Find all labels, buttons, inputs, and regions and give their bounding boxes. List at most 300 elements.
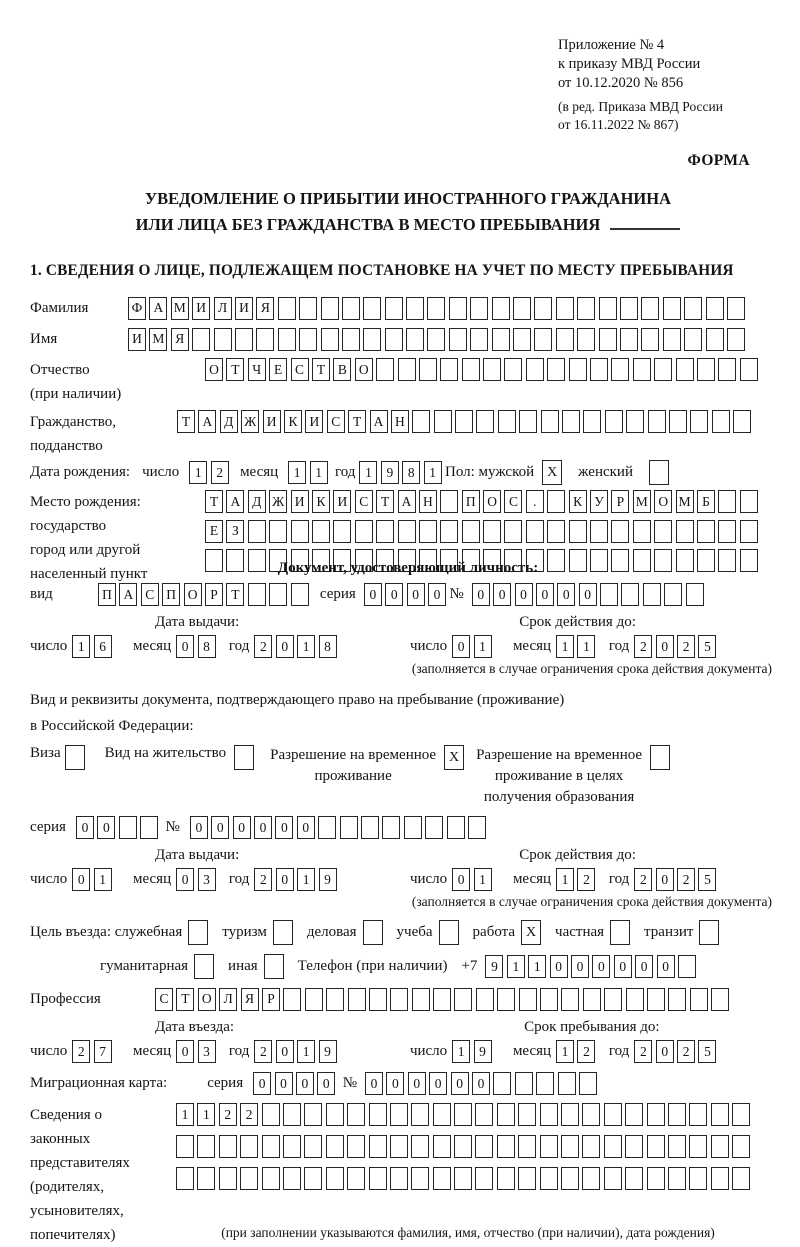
forma-label: ФОРМА xyxy=(687,152,750,169)
patronymic-label-line1: Отчество xyxy=(30,362,90,378)
citizenship-label xyxy=(30,410,177,458)
char-cell xyxy=(669,410,687,433)
char-cell xyxy=(534,297,552,320)
char-cell xyxy=(513,328,531,351)
char-cell xyxy=(697,549,715,572)
char-cell xyxy=(492,328,510,351)
doc-number-label: № xyxy=(449,586,464,602)
char-cell xyxy=(562,410,580,433)
char-cell xyxy=(633,358,651,381)
mig-number-cells xyxy=(365,1072,600,1095)
char-cell xyxy=(269,583,287,606)
char-cell xyxy=(304,1167,322,1190)
char-cell: К xyxy=(312,490,330,513)
char-cell: 9 xyxy=(319,1040,337,1063)
char-cell xyxy=(676,549,694,572)
char-cell xyxy=(390,1103,408,1126)
char-cell: 0 xyxy=(190,816,208,839)
char-cell xyxy=(497,988,515,1011)
char-cell: 0 xyxy=(385,583,403,606)
annex-line: Приложение № 4 xyxy=(558,37,665,53)
char-cell: 1 xyxy=(556,1040,574,1063)
char-cell xyxy=(647,1135,665,1158)
char-cell: 0 xyxy=(452,868,470,891)
char-cell: Д xyxy=(220,410,238,433)
char-cell xyxy=(385,328,403,351)
char-cell: А xyxy=(398,490,416,513)
char-cell xyxy=(556,297,574,320)
char-cell xyxy=(347,1135,365,1158)
char-cell xyxy=(654,358,672,381)
permit-series-label: серия xyxy=(30,819,66,835)
char-cell: Н xyxy=(391,410,409,433)
doc-issue-date-label: Дата выдачи: xyxy=(155,614,240,630)
char-cell: 0 xyxy=(550,955,568,978)
char-cell: 1 xyxy=(507,955,525,978)
purpose-other-checkbox xyxy=(264,954,284,979)
char-cell xyxy=(269,520,287,543)
char-cell xyxy=(419,358,437,381)
char-cell xyxy=(348,988,366,1011)
residence-permit-checkbox xyxy=(234,745,254,770)
char-cell: М xyxy=(171,297,189,320)
char-cell xyxy=(483,520,501,543)
char-cell xyxy=(582,1103,600,1126)
char-cell: М xyxy=(676,490,694,513)
char-cell xyxy=(433,988,451,1011)
char-cell: У xyxy=(590,490,608,513)
birth-place-label-line1: Место рождения: xyxy=(30,494,141,510)
char-cell: 8 xyxy=(198,635,216,658)
char-cell: 2 xyxy=(577,868,595,891)
purpose-other-label: иная xyxy=(228,958,258,974)
char-cell: 0 xyxy=(233,816,251,839)
representatives-label-line1: Сведения о xyxy=(30,1107,102,1123)
char-cell: 1 xyxy=(359,461,377,484)
char-cell: 1 xyxy=(297,868,315,891)
char-cell: В xyxy=(333,358,351,381)
char-cell: О xyxy=(355,358,373,381)
char-cell xyxy=(648,410,666,433)
char-cell xyxy=(526,520,544,543)
char-cell xyxy=(321,328,339,351)
char-cell xyxy=(197,1135,215,1158)
char-cell: 9 xyxy=(381,461,399,484)
birth-place-label xyxy=(30,490,205,586)
char-cell xyxy=(140,816,158,839)
char-cell xyxy=(513,297,531,320)
char-cell xyxy=(663,328,681,351)
char-cell xyxy=(654,549,672,572)
representatives-cells-row2 xyxy=(176,1135,754,1158)
permit-issue-month-cells xyxy=(176,868,219,891)
representatives-label-line6: попечителях) xyxy=(30,1227,116,1243)
char-cell xyxy=(711,1167,729,1190)
char-cell xyxy=(262,1135,280,1158)
phone-label: Телефон (при наличии) xyxy=(297,958,448,974)
char-cell: 0 xyxy=(571,955,589,978)
char-cell: 1 xyxy=(577,635,595,658)
char-cell xyxy=(454,988,472,1011)
purpose-work-label: работа xyxy=(472,924,516,940)
char-cell xyxy=(412,410,430,433)
char-cell xyxy=(605,410,623,433)
char-cell: 1 xyxy=(474,868,492,891)
char-cell: 5 xyxy=(698,1040,716,1063)
char-cell xyxy=(504,520,522,543)
char-cell: 0 xyxy=(365,1072,383,1095)
doc-valid-date-group xyxy=(410,635,730,658)
char-cell: М xyxy=(149,328,167,351)
char-cell: Р xyxy=(611,490,629,513)
char-cell xyxy=(633,520,651,543)
char-cell xyxy=(676,520,694,543)
representatives-note: (при заполнении указываются фамилия, имя, отчество (при наличии), дата рождения) xyxy=(221,1225,715,1240)
representatives-cells-block xyxy=(176,1103,754,1197)
char-cell xyxy=(291,583,309,606)
char-cell: О xyxy=(198,988,216,1011)
char-cell xyxy=(256,328,274,351)
char-cell xyxy=(727,297,745,320)
representatives-label-line5: усыновителях, xyxy=(30,1203,124,1219)
char-cell xyxy=(219,1135,237,1158)
year-label: год xyxy=(228,638,250,654)
permit-issue-date-group xyxy=(30,868,350,891)
char-cell: О xyxy=(184,583,202,606)
char-cell: А xyxy=(119,583,137,606)
char-cell: 0 xyxy=(429,1072,447,1095)
name-cells xyxy=(128,328,748,351)
char-cell xyxy=(235,328,253,351)
char-cell xyxy=(326,1167,344,1190)
char-cell: 2 xyxy=(634,868,652,891)
identity-doc-heading: Документ, удостоверяющий личность: xyxy=(277,560,539,576)
char-cell xyxy=(718,549,736,572)
char-cell: 1 xyxy=(556,635,574,658)
char-cell: 0 xyxy=(451,1072,469,1095)
char-cell xyxy=(382,816,400,839)
male-checkbox: X xyxy=(542,460,562,485)
char-cell xyxy=(590,549,608,572)
female-checkbox xyxy=(649,460,669,485)
char-cell xyxy=(689,1103,707,1126)
char-cell xyxy=(455,410,473,433)
citizenship-label-line1: Гражданство, xyxy=(30,414,117,430)
char-cell xyxy=(740,358,758,381)
char-cell xyxy=(689,1135,707,1158)
annex-block xyxy=(558,36,786,93)
char-cell: 0 xyxy=(493,583,511,606)
char-cell xyxy=(476,988,494,1011)
purpose-private-checkbox xyxy=(610,920,630,945)
char-cell: Т xyxy=(176,988,194,1011)
permit-issue-day-cells xyxy=(72,868,115,891)
char-cell xyxy=(733,410,751,433)
char-cell xyxy=(526,358,544,381)
char-cell xyxy=(363,297,381,320)
char-cell xyxy=(647,988,665,1011)
char-cell xyxy=(342,328,360,351)
char-cell: 1 xyxy=(197,1103,215,1126)
doc-valid-day-cells xyxy=(452,635,495,658)
char-cell xyxy=(706,297,724,320)
char-cell: 0 xyxy=(76,816,94,839)
char-cell: 0 xyxy=(254,816,272,839)
char-cell: 1 xyxy=(94,868,112,891)
char-cell: 0 xyxy=(275,816,293,839)
permit-valid-date-group xyxy=(410,868,730,891)
char-cell xyxy=(732,1103,750,1126)
char-cell: 0 xyxy=(275,1072,293,1095)
char-cell xyxy=(732,1135,750,1158)
char-cell: 0 xyxy=(386,1072,404,1095)
form-title-line1: УВЕДОМЛЕНИЕ О ПРИБЫТИИ ИНОСТРАННОГО ГРАЖДАНИНА xyxy=(144,189,672,208)
birth-place-cells-row2 xyxy=(205,520,761,543)
char-cell xyxy=(686,583,704,606)
char-cell: 0 xyxy=(592,955,610,978)
char-cell xyxy=(119,816,137,839)
char-cell xyxy=(363,328,381,351)
char-cell xyxy=(718,490,736,513)
char-cell xyxy=(304,1135,322,1158)
char-cell xyxy=(304,1103,322,1126)
char-cell xyxy=(462,520,480,543)
char-cell xyxy=(447,816,465,839)
representatives-cells-row1 xyxy=(176,1103,754,1126)
char-cell: 0 xyxy=(579,583,597,606)
char-cell: Ф xyxy=(128,297,146,320)
char-cell: 9 xyxy=(319,868,337,891)
char-cell xyxy=(599,328,617,351)
char-cell xyxy=(583,988,601,1011)
permit-number-label: № xyxy=(165,819,180,835)
char-cell xyxy=(440,358,458,381)
doc-valid-note: (заполняется в случае ограничения срока действия документа) xyxy=(411,661,772,676)
char-cell: 7 xyxy=(94,1040,112,1063)
char-cell xyxy=(226,549,244,572)
char-cell: К xyxy=(284,410,302,433)
char-cell xyxy=(205,549,223,572)
temp-residence-checkbox: X xyxy=(444,745,464,770)
char-cell xyxy=(561,1135,579,1158)
char-cell xyxy=(390,1135,408,1158)
char-cell xyxy=(711,1103,729,1126)
purpose-study-label: учеба xyxy=(396,924,433,940)
char-cell xyxy=(678,955,696,978)
char-cell xyxy=(248,520,266,543)
birth-day-cells xyxy=(189,461,232,484)
temp-residence-edu-checkbox xyxy=(650,745,670,770)
purpose-tourism-checkbox xyxy=(273,920,293,945)
char-cell: 1 xyxy=(452,1040,470,1063)
char-cell xyxy=(406,297,424,320)
char-cell xyxy=(647,1103,665,1126)
day-label: число xyxy=(30,638,68,654)
char-cell: Е xyxy=(205,520,223,543)
patronymic-label-line2: (при наличии) xyxy=(30,386,122,402)
char-cell xyxy=(697,520,715,543)
char-cell: 0 xyxy=(472,583,490,606)
doc-issue-day-cells xyxy=(72,635,115,658)
char-cell xyxy=(668,1135,686,1158)
char-cell xyxy=(283,1135,301,1158)
char-cell xyxy=(240,1167,258,1190)
char-cell: 1 xyxy=(474,635,492,658)
char-cell xyxy=(462,358,480,381)
char-cell: 9 xyxy=(474,1040,492,1063)
char-cell: 0 xyxy=(657,955,675,978)
char-cell: 8 xyxy=(402,461,420,484)
purpose-business-checkbox xyxy=(188,920,208,945)
char-cell: Т xyxy=(177,410,195,433)
doc-number-cells xyxy=(472,583,707,606)
char-cell xyxy=(558,1072,576,1095)
entry-date-label: Дата въезда: xyxy=(155,1019,235,1035)
char-cell: 1 xyxy=(297,635,315,658)
char-cell xyxy=(668,1167,686,1190)
char-cell xyxy=(561,1103,579,1126)
char-cell: З xyxy=(226,520,244,543)
purpose-work-checkbox: X xyxy=(521,920,541,945)
char-cell xyxy=(291,520,309,543)
char-cell xyxy=(361,816,379,839)
char-cell xyxy=(706,328,724,351)
char-cell: 0 xyxy=(656,868,674,891)
day-label: число xyxy=(409,1043,448,1059)
doc-series-label: серия xyxy=(319,586,356,602)
char-cell xyxy=(406,328,424,351)
char-cell xyxy=(556,328,574,351)
char-cell: О xyxy=(654,490,672,513)
char-cell: Д xyxy=(248,490,266,513)
annex-edit-block xyxy=(558,98,786,134)
char-cell: С xyxy=(355,490,373,513)
char-cell xyxy=(475,1167,493,1190)
char-cell: Р xyxy=(262,988,280,1011)
form-title-line2-text: ИЛИ ЛИЦА БЕЗ ГРАЖДАНСТВА В МЕСТО ПРЕБЫВАНИЯ xyxy=(135,215,601,234)
char-cell xyxy=(547,490,565,513)
char-cell xyxy=(470,297,488,320)
char-cell xyxy=(369,1135,387,1158)
year-label: год xyxy=(228,1043,250,1059)
char-cell xyxy=(278,297,296,320)
char-cell xyxy=(579,1072,597,1095)
char-cell: 1 xyxy=(72,635,90,658)
char-cell: 9 xyxy=(485,955,503,978)
char-cell: 0 xyxy=(452,635,470,658)
birth-month-cells xyxy=(288,461,331,484)
phone-prefix: +7 xyxy=(461,958,478,974)
temp-residence-edu-label-line3: получения образования xyxy=(483,789,635,805)
char-cell: 0 xyxy=(97,816,115,839)
char-cell: С xyxy=(327,410,345,433)
char-cell xyxy=(654,520,672,543)
doc-valid-until-label: Срок действия до: xyxy=(519,614,636,630)
char-cell xyxy=(668,988,686,1011)
day-label: число xyxy=(30,871,68,887)
char-cell: 0 xyxy=(317,1072,335,1095)
char-cell: 5 xyxy=(698,868,716,891)
char-cell xyxy=(192,328,210,351)
char-cell: 0 xyxy=(557,583,575,606)
permit-valid-year-cells xyxy=(634,868,720,891)
char-cell: С xyxy=(291,358,309,381)
profession-label: Профессия xyxy=(30,991,101,1007)
char-cell xyxy=(433,1135,451,1158)
char-cell xyxy=(240,1135,258,1158)
char-cell xyxy=(690,988,708,1011)
char-cell xyxy=(540,1103,558,1126)
stay-year-cells xyxy=(634,1040,720,1063)
entry-year-cells xyxy=(254,1040,340,1063)
char-cell: 3 xyxy=(198,1040,216,1063)
entry-purpose-row2 xyxy=(30,954,786,979)
name-label: Имя xyxy=(30,331,58,347)
char-cell xyxy=(541,410,559,433)
char-cell xyxy=(475,1135,493,1158)
char-cell xyxy=(540,1167,558,1190)
char-cell xyxy=(404,816,422,839)
surname-label: Фамилия xyxy=(30,300,89,316)
char-cell xyxy=(676,358,694,381)
char-cell: 2 xyxy=(634,635,652,658)
char-cell xyxy=(740,490,758,513)
char-cell: А xyxy=(370,410,388,433)
char-cell xyxy=(599,297,617,320)
birth-day-label: число xyxy=(142,464,180,480)
entry-day-cells xyxy=(72,1040,115,1063)
birth-place-cells-row1 xyxy=(205,490,761,513)
entry-purpose-row xyxy=(30,920,786,945)
char-cell: Т xyxy=(348,410,366,433)
char-cell xyxy=(540,1135,558,1158)
char-cell xyxy=(641,297,659,320)
section1-heading: 1. СВЕДЕНИЯ О ЛИЦЕ, ПОДЛЕЖАЩЕМ ПОСТАНОВКЕ НА УЧЕТ ПО МЕСТУ ПРЕБЫВАНИЯ xyxy=(30,262,734,279)
char-cell: 2 xyxy=(577,1040,595,1063)
char-cell xyxy=(590,358,608,381)
char-cell xyxy=(518,1103,536,1126)
char-cell: И xyxy=(128,328,146,351)
char-cell: 0 xyxy=(428,583,446,606)
month-label: месяц xyxy=(512,638,552,654)
char-cell xyxy=(433,1103,451,1126)
char-cell: 2 xyxy=(211,461,229,484)
year-label: год xyxy=(608,638,630,654)
char-cell: Ж xyxy=(269,490,287,513)
char-cell xyxy=(611,549,629,572)
char-cell xyxy=(547,358,565,381)
citizenship-label-line2: подданство xyxy=(30,438,103,454)
permit-issue-year-cells xyxy=(254,868,340,891)
char-cell xyxy=(582,1167,600,1190)
purpose-private-label: частная xyxy=(555,924,605,940)
char-cell xyxy=(483,358,501,381)
char-cell: 8 xyxy=(319,635,337,658)
birth-year-label: год xyxy=(334,464,356,480)
char-cell xyxy=(498,410,516,433)
char-cell: И xyxy=(235,297,253,320)
char-cell xyxy=(534,328,552,351)
char-cell xyxy=(625,1135,643,1158)
char-cell xyxy=(299,328,317,351)
char-cell: 1 xyxy=(310,461,328,484)
char-cell xyxy=(569,520,587,543)
char-cell: 2 xyxy=(254,1040,272,1063)
temp-residence-option xyxy=(270,745,464,787)
char-cell xyxy=(318,816,336,839)
char-cell: И xyxy=(192,297,210,320)
char-cell xyxy=(390,988,408,1011)
